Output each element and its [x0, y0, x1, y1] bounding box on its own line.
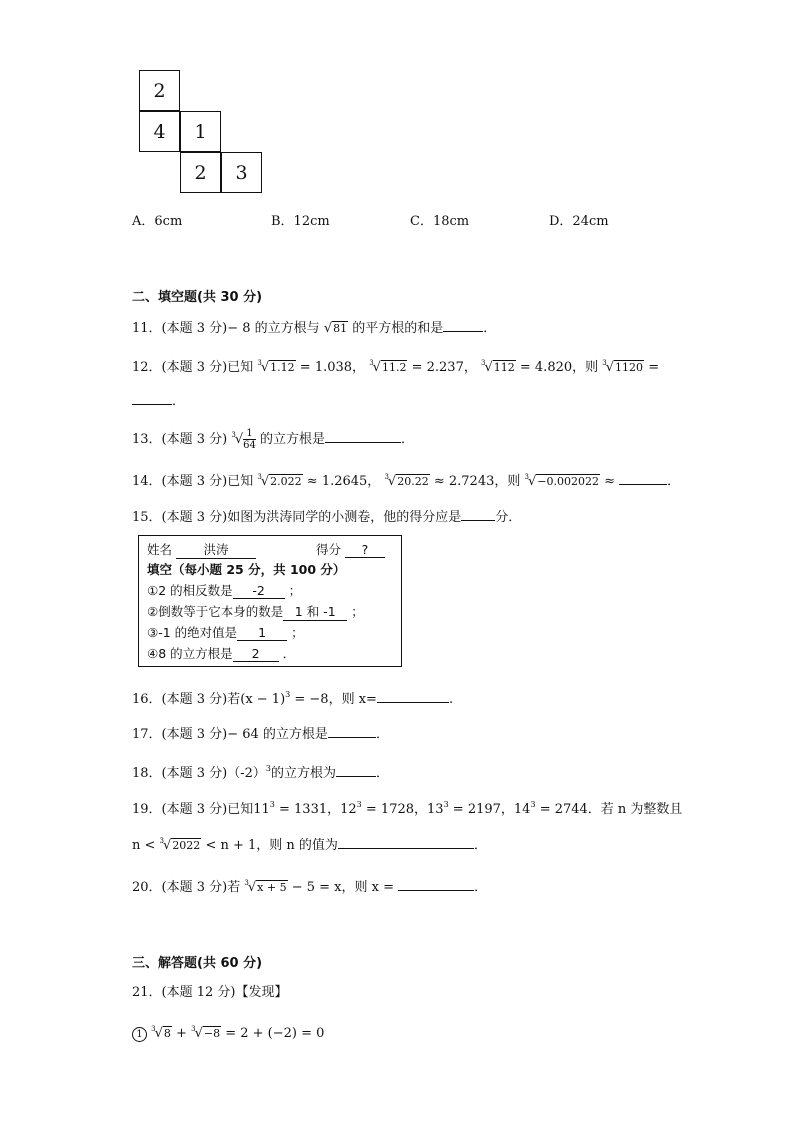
answer-blank	[132, 390, 172, 405]
answer-blank	[461, 506, 495, 521]
question-16: 16．(本题 3 分)若$(x - 1)^3 = -8$，则 x= .	[132, 690, 454, 707]
answer-blank	[325, 428, 401, 443]
radicand: 81	[333, 322, 348, 335]
net-cell: 4	[139, 111, 180, 152]
question-12-continued: ．	[132, 390, 185, 411]
question-11: 11．(本题 3 分)− 8 的立方根与 √81 的平方根的和是 ．	[132, 317, 496, 338]
section-title-fill-blank: 二、填空题(共 30 分)	[132, 290, 263, 305]
quiz-heading: 填空（每小题 25 分，共 100 分）	[147, 562, 346, 577]
question-15: 15．(本题 3 分)如图为洪涛同学的小测卷，他的得分应是 分．	[132, 506, 521, 527]
net-cell: 1	[180, 111, 221, 152]
option-c: C．18cm	[410, 214, 470, 229]
student-name: 洪涛	[176, 540, 256, 559]
question-13: 13．(本题 3 分) $^3$√ $\frac{1}{64}$ 的立方根是 ．	[132, 428, 415, 451]
quiz-paper-figure: 姓名 洪涛 得分 ? 填空（每小题 25 分，共 100 分） ①2 的相反数是 -2 ； ②倒数等于它本身的数是 1 和 -1 ； ③-1 的绝对值是 1 ； ④8 的立方根是 2 ．	[138, 535, 402, 667]
option-a: A．6cm	[132, 214, 183, 229]
answer-blank	[328, 723, 376, 738]
net-cell: 3	[221, 152, 262, 193]
question-18: 18．(本题 3 分)$(-2)^3$的立方根为 ．	[132, 764, 390, 781]
answer-blank	[336, 762, 376, 777]
answer-blank	[338, 834, 474, 849]
net-cell: 2	[180, 152, 221, 193]
question-17: 17．(本题 3 分)− 64 的立方根是 ．	[132, 723, 389, 744]
score-value: ?	[345, 542, 385, 558]
answer-blank	[398, 876, 474, 891]
question-21-item-1: 1 $^3$√8 + $^3$√−8 = 2 + (−2) = 0	[132, 1020, 324, 1043]
circled-number: 1	[132, 1027, 147, 1042]
option-d: D．24cm	[549, 214, 609, 229]
answer-blank	[443, 317, 483, 332]
answer-blank	[377, 688, 449, 703]
question-19-continued: n < $^3$√2022 < n + 1，则 n 的值为 ．	[132, 832, 487, 855]
fraction: $\frac{1}{64}$	[243, 428, 256, 451]
question-14: 14．(本题 3 分)已知 $^3$√2.022 ≈ 1.2645， $^3$√20.22 ≈ 2.7243，则 $^3$√−0.002022 ≈ ．	[132, 468, 680, 491]
question-12: 12．(本题 3 分)已知 $^3$√1.12 = 1.038， $^3$√11.2 = 2.237， $^3$√112 = 4.820，则 $^3$√1120 =	[132, 359, 660, 375]
question-20: 20．(本题 3 分)若 $^3$√x + 5 − 5 = x，则 x = ．	[132, 874, 487, 897]
section-title-solutions: 三、解答题(共 60 分)	[132, 956, 263, 971]
answer-blank	[619, 470, 667, 485]
question-19: 19．(本题 3 分)已知$11^3 = 1331$，$12^3 = 1728$，$13^3 = 2197$，$14^3 = 2744$．若 n 为整数且	[132, 800, 683, 817]
option-b: B．12cm	[271, 214, 330, 229]
question-21: 21．(本题 12 分)【发现】	[132, 985, 288, 1000]
net-cell: 2	[139, 70, 180, 111]
